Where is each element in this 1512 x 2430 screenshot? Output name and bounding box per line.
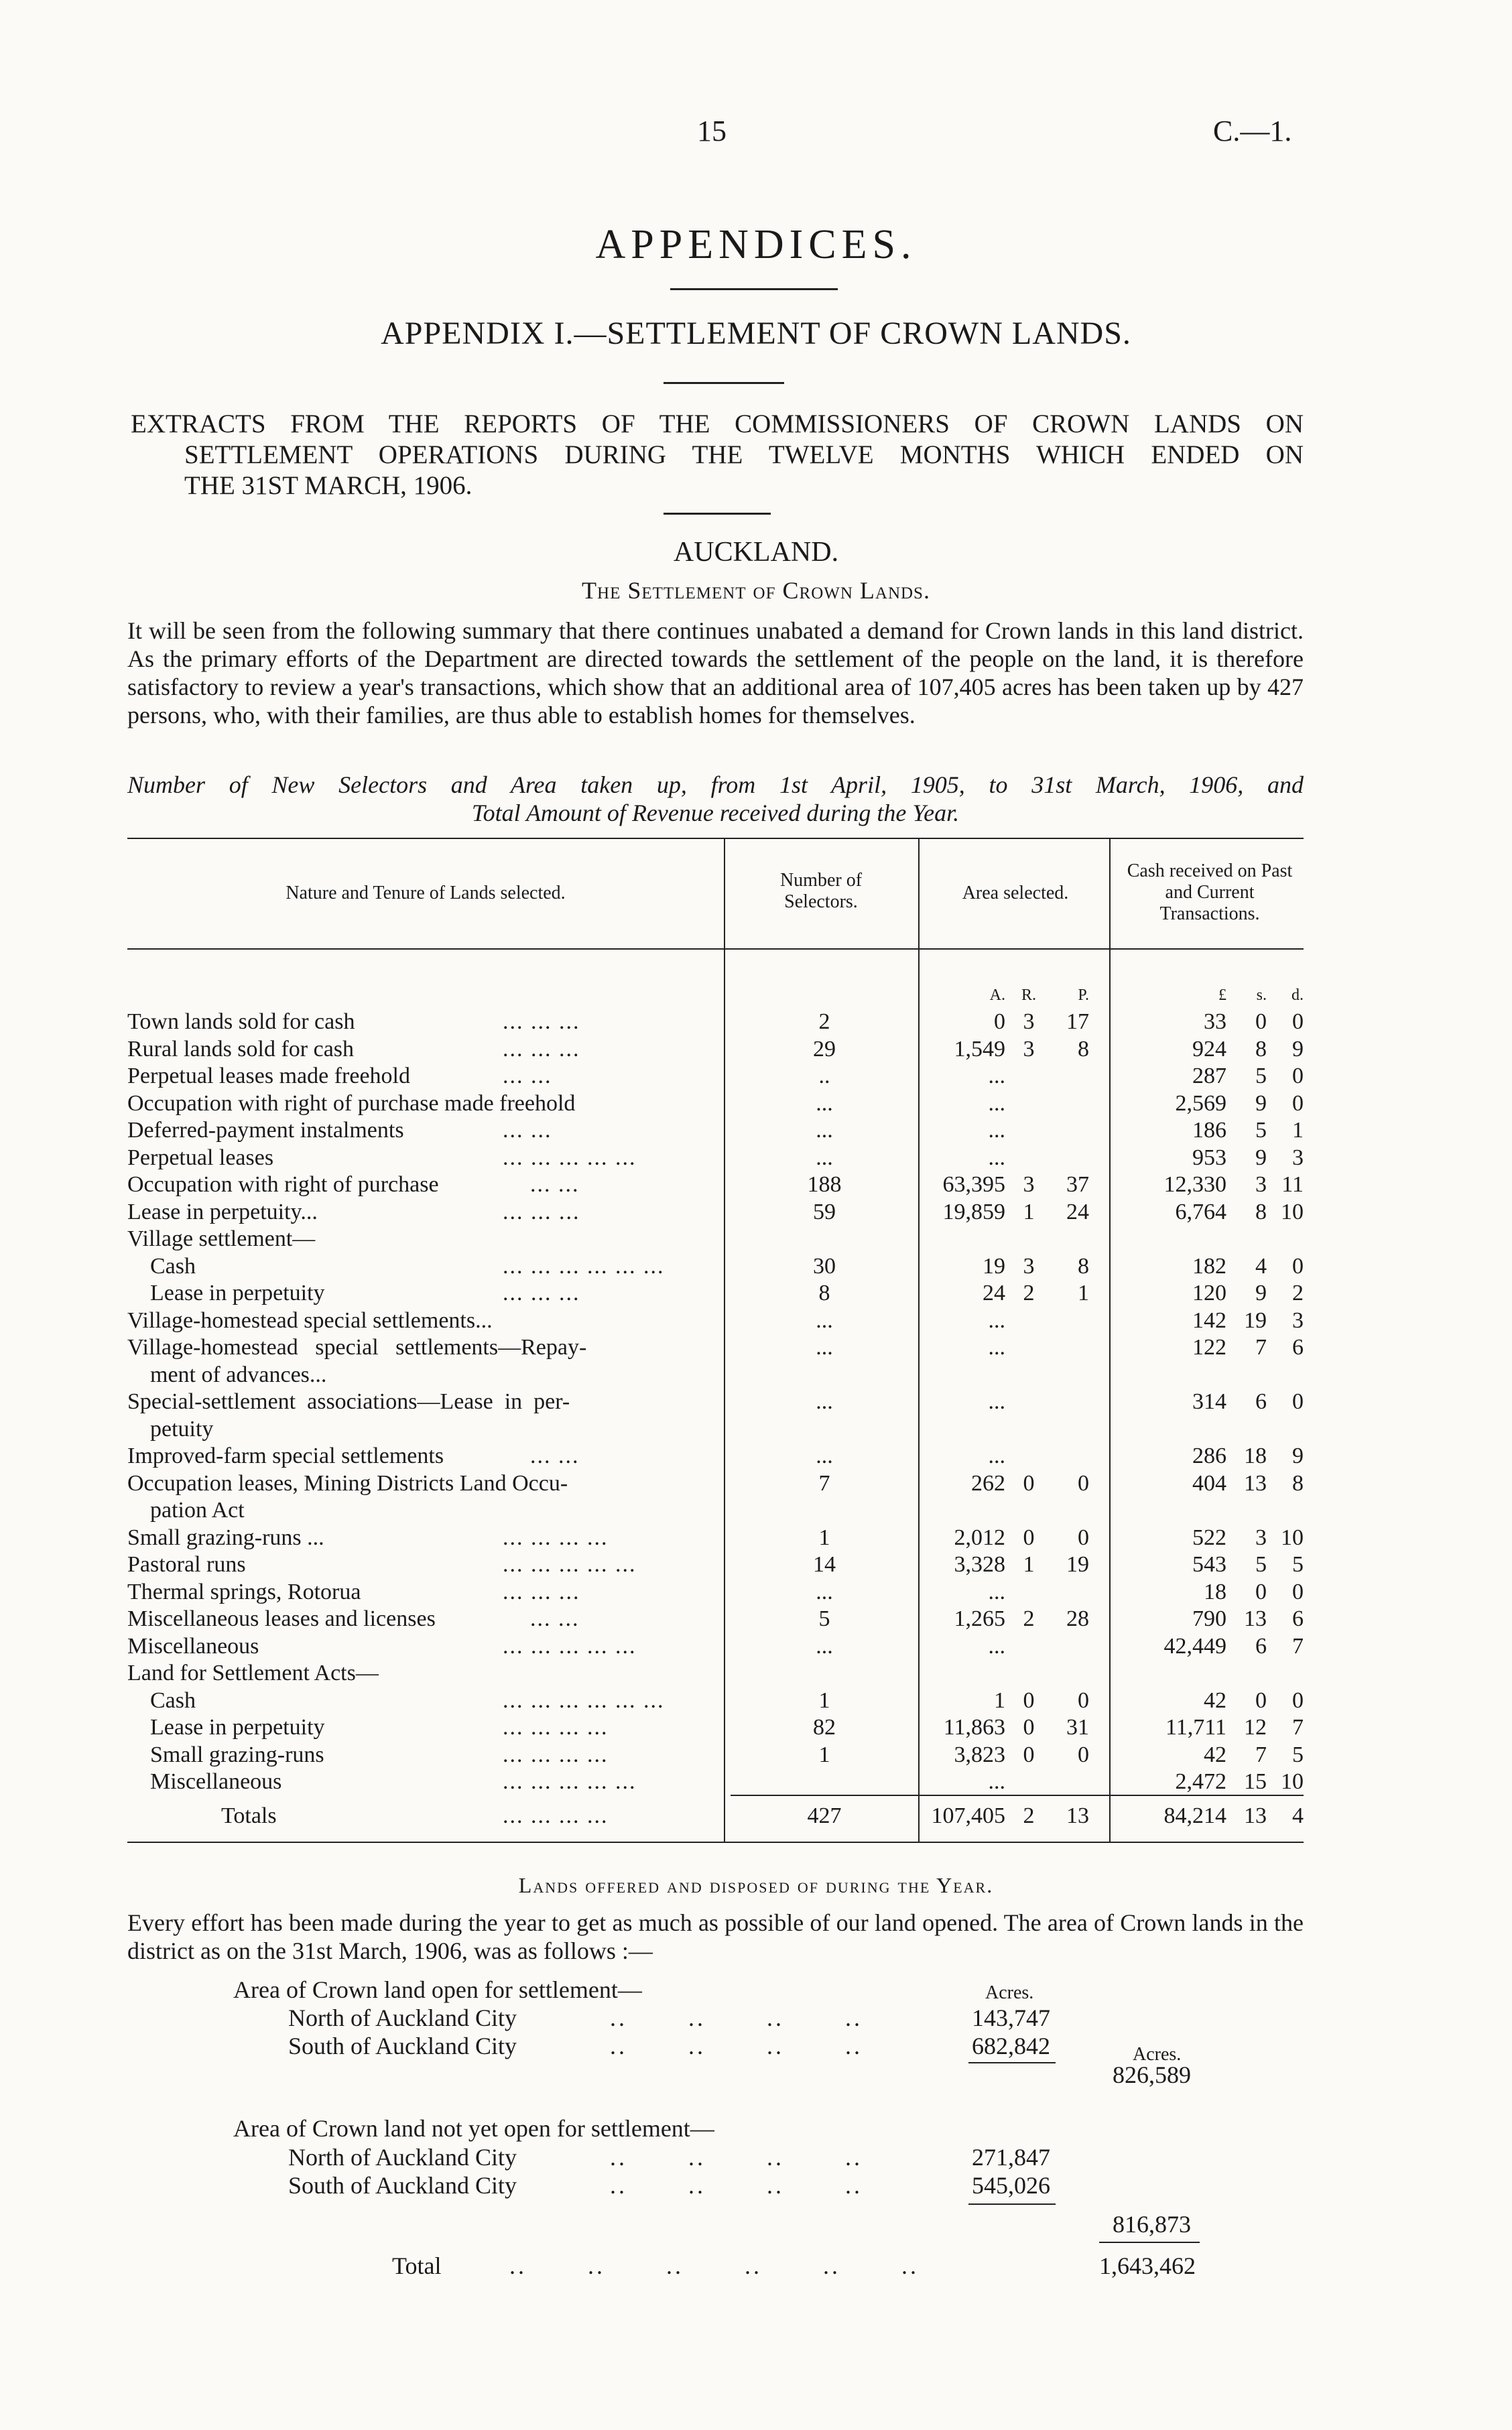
pounds-value: 12,330: [1163, 1172, 1226, 1197]
roods-value: 3: [1023, 1253, 1035, 1279]
pounds-value: 924: [1192, 1036, 1226, 1062]
row-label: pation Act: [127, 1498, 245, 1523]
totals-selectors: 427: [807, 1803, 842, 1828]
header-nature: Nature and Tenure of Lands selected.: [286, 883, 566, 903]
table-top-rule: [127, 838, 1304, 839]
selectors-value: ...: [816, 1335, 833, 1360]
perches-value: 37: [1066, 1172, 1089, 1197]
divider: [664, 382, 784, 384]
shillings-value: 6: [1255, 1389, 1267, 1414]
shillings-value: 0: [1255, 1687, 1267, 1713]
row-label: Thermal springs, Rotorua: [127, 1579, 361, 1604]
leader-dots: ... ...: [503, 1118, 552, 1143]
totals-pounds: 84,214: [1163, 1803, 1226, 1828]
row-label: ment of advances...: [127, 1362, 327, 1387]
shillings-value: 6: [1255, 1633, 1267, 1659]
pence-value: 0: [1292, 1090, 1304, 1116]
pence-value: 10: [1281, 1769, 1304, 1794]
header-area: Area selected.: [962, 883, 1069, 903]
roods-value: 0: [1023, 1525, 1035, 1550]
table-row: [127, 1470, 1304, 1497]
open-south-label: South of Auckland City: [288, 2033, 517, 2059]
pounds-value: 18: [1204, 1579, 1226, 1604]
leader-dots: ... ...: [530, 1172, 580, 1197]
roods-value: 3: [1023, 1172, 1035, 1197]
acres-value: 19: [983, 1253, 1005, 1279]
roods-value: 3: [1023, 1009, 1035, 1034]
table-row: [127, 1199, 1304, 1226]
total-label: Total: [392, 2252, 442, 2279]
pounds-value: 6,764: [1175, 1199, 1226, 1224]
shillings-value: 4: [1255, 1253, 1267, 1279]
grand-total-rule: [1099, 2242, 1200, 2243]
totals-acres: 107,405: [931, 1803, 1005, 1828]
pounds-value: 120: [1192, 1281, 1226, 1305]
table-row: [127, 1226, 1304, 1253]
row-label: Rural lands sold for cash: [127, 1036, 355, 1062]
acres-value: 3,328: [954, 1552, 1005, 1577]
pence-value: 11: [1281, 1172, 1304, 1197]
pounds-value: 286: [1192, 1444, 1226, 1468]
table-row: [127, 1253, 1304, 1280]
shillings-value: 15: [1244, 1769, 1267, 1794]
leader-dots: ... ...: [530, 1606, 580, 1631]
pounds-value: 790: [1192, 1606, 1226, 1631]
table-row: [127, 1687, 1304, 1714]
shillings-value: 0: [1255, 1009, 1267, 1034]
pence-value: 5: [1292, 1552, 1304, 1577]
perches-value: 24: [1066, 1199, 1089, 1224]
shillings-value: 5: [1255, 1118, 1267, 1143]
pence-value: 6: [1292, 1335, 1304, 1360]
table-caption: [127, 771, 1304, 827]
table-row: [127, 1714, 1304, 1741]
open-total: 826,589: [1113, 2061, 1191, 2088]
leader-dots: ... ... ...: [503, 1036, 580, 1062]
leader-dots: ... ... ... ... ...: [503, 1145, 637, 1170]
acres-value: 63,395: [942, 1172, 1005, 1197]
roods-value: 2: [1023, 1606, 1035, 1631]
pence-value: 10: [1281, 1199, 1304, 1224]
acres-value: 262: [971, 1470, 1005, 1496]
selectors-value: 7: [818, 1470, 830, 1496]
table-row: [127, 1280, 1304, 1307]
perches-value: 19: [1066, 1552, 1089, 1577]
extracts-heading: [131, 409, 1304, 501]
unit-roods: R.: [1021, 986, 1036, 1004]
closed-heading: Area of Crown land not yet open for settlement—: [233, 2115, 714, 2142]
roods-value: 1: [1023, 1199, 1035, 1224]
row-label: Deferred-payment instalments: [127, 1118, 404, 1143]
shillings-value: 9: [1255, 1145, 1267, 1170]
selectors-value: 188: [807, 1172, 842, 1197]
row-label: Occupation leases, Mining Districts Land Occu-: [127, 1470, 568, 1496]
leader-dots: ... ... ...: [503, 1579, 580, 1604]
row-label: Small grazing-runs: [127, 1742, 324, 1767]
selectors-value: 59: [813, 1199, 836, 1224]
page-title: APPENDICES.: [595, 222, 917, 267]
acres-value: ...: [988, 1307, 1005, 1333]
shillings-value: 8: [1255, 1036, 1267, 1062]
pounds-value: 122: [1192, 1335, 1226, 1360]
row-label: Village-homestead special settlements—Repay-: [127, 1335, 587, 1360]
row-label: Cash: [127, 1687, 196, 1713]
pence-value: 7: [1292, 1633, 1304, 1659]
selectors-value: ...: [816, 1579, 833, 1604]
header-cash: Cash received on Past and Current Transactions.: [1127, 860, 1293, 924]
table-bottom-rule: [127, 1842, 1304, 1843]
selectors-value: 82: [813, 1715, 836, 1740]
appendix-title: APPENDIX I.—SETTLEMENT OF CROWN LANDS.: [381, 316, 1131, 351]
row-label: Village settlement—: [127, 1226, 316, 1251]
leader-dots: ... ... ... ...: [503, 1803, 609, 1828]
unit-pence: d.: [1292, 986, 1304, 1004]
units-row: [127, 982, 1304, 1009]
perches-value: 31: [1066, 1715, 1089, 1740]
row-label: Occupation with right of purchase made freehold: [127, 1090, 576, 1116]
roods-value: 0: [1023, 1687, 1035, 1713]
divider: [664, 513, 771, 515]
leader-dots: ... ... ... ... ...: [503, 1769, 637, 1794]
open-south-value: 682,842: [972, 2033, 1050, 2059]
acres-value: ...: [988, 1633, 1005, 1659]
table-row: [127, 1551, 1304, 1578]
perches-value: 0: [1078, 1742, 1089, 1767]
table-row: [127, 1307, 1304, 1334]
leader-dots: ... ... ...: [503, 1281, 580, 1305]
row-label: Small grazing-runs ...: [127, 1525, 324, 1550]
pence-value: 0: [1292, 1579, 1304, 1604]
table-row: [127, 1362, 1304, 1389]
selectors-value: ...: [816, 1307, 833, 1333]
leader-dots: ... ... ... ...: [503, 1715, 609, 1740]
row-label: Perpetual leases made freehold: [127, 1064, 410, 1088]
shillings-value: 18: [1244, 1444, 1267, 1468]
totals-rule: [731, 1795, 1304, 1796]
roods-value: 2: [1023, 1281, 1035, 1305]
table-row: [127, 1090, 1304, 1117]
closed-north-label: North of Auckland City: [288, 2144, 517, 2171]
roods-value: 3: [1023, 1036, 1035, 1062]
unit-shillings: s.: [1256, 986, 1267, 1004]
perches-value: 0: [1078, 1470, 1089, 1496]
acres-value: 0: [994, 1009, 1005, 1034]
table-row: [127, 1036, 1304, 1063]
lands-heading: Lands offered and disposed of during the Year.: [518, 1873, 994, 1897]
pence-value: 5: [1292, 1742, 1304, 1767]
caption-line: Number of New Selectors and Area taken up, from 1st April, 1905, to 31st March, 1906, and: [127, 771, 1304, 798]
pence-value: 6: [1292, 1606, 1304, 1631]
table-row: [127, 1660, 1304, 1687]
leader-dots: ... ...: [530, 1444, 580, 1468]
selectors-table: [127, 838, 1304, 1850]
row-label: Village-homestead special settlements...: [127, 1307, 493, 1333]
selectors-value: 8: [818, 1281, 830, 1305]
selectors-value: 2: [818, 1009, 830, 1034]
acres-value: ...: [988, 1145, 1005, 1170]
selectors-value: ...: [816, 1389, 833, 1414]
leader-dots: .. .. .. .. .. ..: [509, 2252, 919, 2279]
pounds-value: 543: [1192, 1552, 1226, 1577]
extracts-line: EXTRACTS FROM THE REPORTS OF THE COMMISSIONERS OF CROWN LANDS ON: [131, 409, 1304, 438]
row-label: Land for Settlement Acts—: [127, 1661, 379, 1685]
pence-value: 3: [1292, 1145, 1304, 1170]
subtotal-rule: [968, 2203, 1056, 2205]
pounds-value: 142: [1192, 1307, 1226, 1333]
acres-value: 1,265: [954, 1606, 1005, 1631]
table-row: [127, 1334, 1304, 1361]
leader-dots: ... ... ... ...: [503, 1525, 609, 1550]
row-label: Special-settlement associations—Lease in per-: [127, 1389, 570, 1414]
perches-value: 1: [1078, 1281, 1089, 1305]
district-heading: AUCKLAND.: [673, 537, 839, 568]
table-row: [127, 1171, 1304, 1198]
table-row: [127, 1063, 1304, 1090]
table-row: [127, 1497, 1304, 1524]
pounds-value: 287: [1192, 1064, 1226, 1088]
intro-paragraph: It will be seen from the following summary that there continues unabated a demand for Crown lands in this land district. As the primary efforts of the Department are directed towards the settlement of the people on the land, it is therefore satisfactory to review a year's transactions, which show that an additional area of 107,405 acres has been taken up by 427 persons, who, with their families, are thus able to establish homes for themselves.: [127, 617, 1304, 728]
table-row: [127, 1443, 1304, 1470]
section-heading: The Settlement of Crown Lands.: [582, 577, 930, 604]
perches-value: 0: [1078, 1687, 1089, 1713]
page-number: 15: [697, 115, 727, 147]
leader-dots: ... ... ... ...: [503, 1742, 609, 1767]
open-north-label: North of Auckland City: [288, 2004, 517, 2031]
row-label: Lease in perpetuity: [127, 1715, 325, 1740]
table-row: [127, 1009, 1304, 1035]
shillings-value: 12: [1244, 1715, 1267, 1740]
totals-perches: 13: [1066, 1803, 1089, 1828]
document-reference: C.—1.: [1213, 115, 1292, 147]
pounds-value: 2,472: [1175, 1769, 1226, 1794]
row-label: Lease in perpetuity: [127, 1281, 325, 1305]
row-label: Occupation with right of purchase: [127, 1172, 439, 1197]
shillings-value: 5: [1255, 1064, 1267, 1088]
selectors-value: 1: [818, 1525, 830, 1550]
shillings-value: 3: [1255, 1525, 1267, 1550]
selectors-value: ...: [816, 1444, 833, 1468]
acres-value: 2,012: [954, 1525, 1005, 1550]
acres-value: ...: [988, 1444, 1005, 1468]
row-label: Miscellaneous: [127, 1633, 259, 1659]
perches-value: 8: [1078, 1036, 1089, 1062]
pence-value: 0: [1292, 1687, 1304, 1713]
shillings-value: 8: [1255, 1199, 1267, 1224]
acres-label: Acres.: [985, 1982, 1034, 2003]
shillings-value: 13: [1244, 1470, 1267, 1496]
perches-value: 28: [1066, 1606, 1089, 1631]
row-label: petuity: [127, 1416, 214, 1442]
pence-value: 0: [1292, 1253, 1304, 1279]
acres-value: ...: [988, 1335, 1005, 1360]
pence-value: 9: [1292, 1444, 1304, 1468]
pounds-value: 404: [1192, 1470, 1226, 1496]
table-row: [127, 1742, 1304, 1769]
divider: [670, 288, 838, 290]
row-label: Pastoral runs: [127, 1552, 246, 1577]
grand-total: 1,643,462: [1099, 2252, 1196, 2279]
selectors-value: 30: [813, 1253, 836, 1279]
pence-value: 0: [1292, 1389, 1304, 1414]
acres-value: 19,859: [942, 1199, 1005, 1224]
totals-row: [127, 1803, 1304, 1830]
table-row: [127, 1525, 1304, 1551]
row-label: Lease in perpetuity...: [127, 1199, 318, 1224]
acres-value: ...: [988, 1769, 1005, 1794]
pounds-value: 182: [1192, 1253, 1226, 1279]
closed-south-value: 545,026: [972, 2172, 1050, 2199]
extracts-line: SETTLEMENT OPERATIONS DURING THE TWELVE MONTHS WHICH ENDED ON: [184, 440, 1304, 469]
shillings-value: 9: [1255, 1090, 1267, 1116]
selectors-value: 1: [818, 1687, 830, 1713]
table-row: [127, 1416, 1304, 1443]
unit-pounds: £: [1218, 986, 1226, 1004]
closed-total: 816,873: [1113, 2211, 1191, 2238]
pence-value: 2: [1292, 1281, 1304, 1305]
header-selectors: Number of Selectors.: [779, 870, 863, 912]
table-row: [127, 1633, 1304, 1660]
selectors-value: 29: [813, 1036, 836, 1062]
pounds-value: 33: [1204, 1009, 1226, 1034]
pounds-value: 953: [1192, 1145, 1226, 1170]
pounds-value: 314: [1192, 1389, 1226, 1414]
totals-pence: 4: [1292, 1803, 1304, 1828]
acres-value: 1: [994, 1687, 1005, 1713]
leader-dots: ... ... ... ... ... ...: [503, 1253, 665, 1279]
shillings-value: 3: [1255, 1172, 1267, 1197]
perches-value: 0: [1078, 1525, 1089, 1550]
acres-value: 1,549: [954, 1036, 1005, 1062]
caption-line: Total Amount of Revenue received during the Year.: [471, 800, 960, 826]
table-row: [127, 1389, 1304, 1415]
pounds-value: 2,569: [1175, 1090, 1226, 1116]
perches-value: 8: [1078, 1253, 1089, 1279]
closed-south-label: South of Auckland City: [288, 2172, 517, 2199]
shillings-value: 5: [1255, 1552, 1267, 1577]
roods-value: 1: [1023, 1552, 1035, 1577]
header-rule: [127, 948, 1304, 950]
row-label: Cash: [127, 1253, 196, 1279]
acres-label: Acres.: [1133, 2044, 1182, 2065]
acres-value: ...: [988, 1064, 1005, 1088]
selectors-value: 1: [818, 1742, 830, 1767]
roods-value: 0: [1023, 1742, 1035, 1767]
shillings-value: 0: [1255, 1579, 1267, 1604]
selectors-value: 14: [813, 1552, 836, 1577]
selectors-value: ..: [818, 1064, 830, 1088]
leader-dots: ... ... ... ... ...: [503, 1552, 637, 1577]
row-label: Improved-farm special settlements: [127, 1444, 444, 1468]
leader-dots: .. .. .. ..: [610, 2144, 863, 2171]
shillings-value: 7: [1255, 1742, 1267, 1767]
pounds-value: 522: [1192, 1525, 1226, 1550]
pounds-value: 42,449: [1163, 1633, 1226, 1659]
row-label: Miscellaneous: [127, 1769, 282, 1794]
selectors-value: ...: [816, 1145, 833, 1170]
shillings-value: 19: [1244, 1307, 1267, 1333]
pounds-value: 11,711: [1166, 1715, 1226, 1740]
leader-dots: ... ... ... ... ...: [503, 1633, 637, 1659]
acres-value: 24: [983, 1281, 1005, 1305]
roods-value: 0: [1023, 1470, 1035, 1496]
selectors-value: ...: [816, 1118, 833, 1143]
leader-dots: ... ... ... ... ... ...: [503, 1687, 665, 1713]
pence-value: 9: [1292, 1036, 1304, 1062]
leader-dots: .. .. .. ..: [610, 2033, 863, 2059]
unit-acres: A.: [989, 986, 1005, 1004]
pence-value: 3: [1292, 1307, 1304, 1333]
pounds-value: 42: [1204, 1687, 1226, 1713]
selectors-value: 5: [818, 1606, 830, 1631]
acres-value: ...: [988, 1389, 1005, 1414]
totals-label: Totals: [221, 1803, 277, 1828]
closed-north-value: 271,847: [972, 2144, 1050, 2171]
extracts-line: THE 31ST MARCH, 1906.: [184, 471, 472, 500]
table-row: [127, 1606, 1304, 1633]
pence-value: 10: [1281, 1525, 1304, 1550]
pence-value: 0: [1292, 1064, 1304, 1088]
acres-value: ...: [988, 1579, 1005, 1604]
open-north-value: 143,747: [972, 2004, 1050, 2031]
leader-dots: .. .. .. ..: [610, 2172, 863, 2199]
acres-value: ...: [988, 1090, 1005, 1116]
pence-value: 7: [1292, 1715, 1304, 1740]
pence-value: 8: [1292, 1470, 1304, 1496]
pounds-value: 186: [1192, 1118, 1226, 1143]
leader-dots: ... ... ...: [503, 1199, 580, 1224]
leader-dots: ... ... ...: [503, 1009, 580, 1034]
acres-value: ...: [988, 1118, 1005, 1143]
unit-perches: P.: [1078, 986, 1089, 1004]
table-row: [127, 1145, 1304, 1171]
lands-paragraph: Every effort has been made during the year to get as much as possible of our land opened. The area of Crown lands in the district as on the 31st March, 1906, was as follows :—: [127, 1909, 1304, 1964]
pence-value: 0: [1292, 1009, 1304, 1034]
totals-roods: 2: [1023, 1803, 1035, 1828]
shillings-value: 7: [1255, 1335, 1267, 1360]
subtotal-rule: [968, 2062, 1056, 2063]
roods-value: 0: [1023, 1715, 1035, 1740]
acres-value: 11,863: [943, 1715, 1005, 1740]
row-label: Miscellaneous leases and licenses: [127, 1606, 436, 1631]
table-row: [127, 1117, 1304, 1144]
acres-value: 3,823: [954, 1742, 1005, 1767]
table-row: [127, 1579, 1304, 1606]
table-row: [127, 1769, 1304, 1795]
selectors-value: ...: [816, 1090, 833, 1116]
row-label: Town lands sold for cash: [127, 1009, 355, 1034]
pounds-value: 42: [1204, 1742, 1226, 1767]
leader-dots: ... ...: [503, 1064, 552, 1088]
leader-dots: .. .. .. ..: [610, 2004, 863, 2031]
selectors-value: ...: [816, 1633, 833, 1659]
shillings-value: 13: [1244, 1606, 1267, 1631]
perches-value: 17: [1066, 1009, 1089, 1034]
pence-value: 1: [1292, 1118, 1304, 1143]
totals-shillings: 13: [1244, 1803, 1267, 1828]
open-heading: Area of Crown land open for settlement—: [233, 1976, 642, 2003]
row-label: Perpetual leases: [127, 1145, 274, 1170]
shillings-value: 9: [1255, 1281, 1267, 1305]
